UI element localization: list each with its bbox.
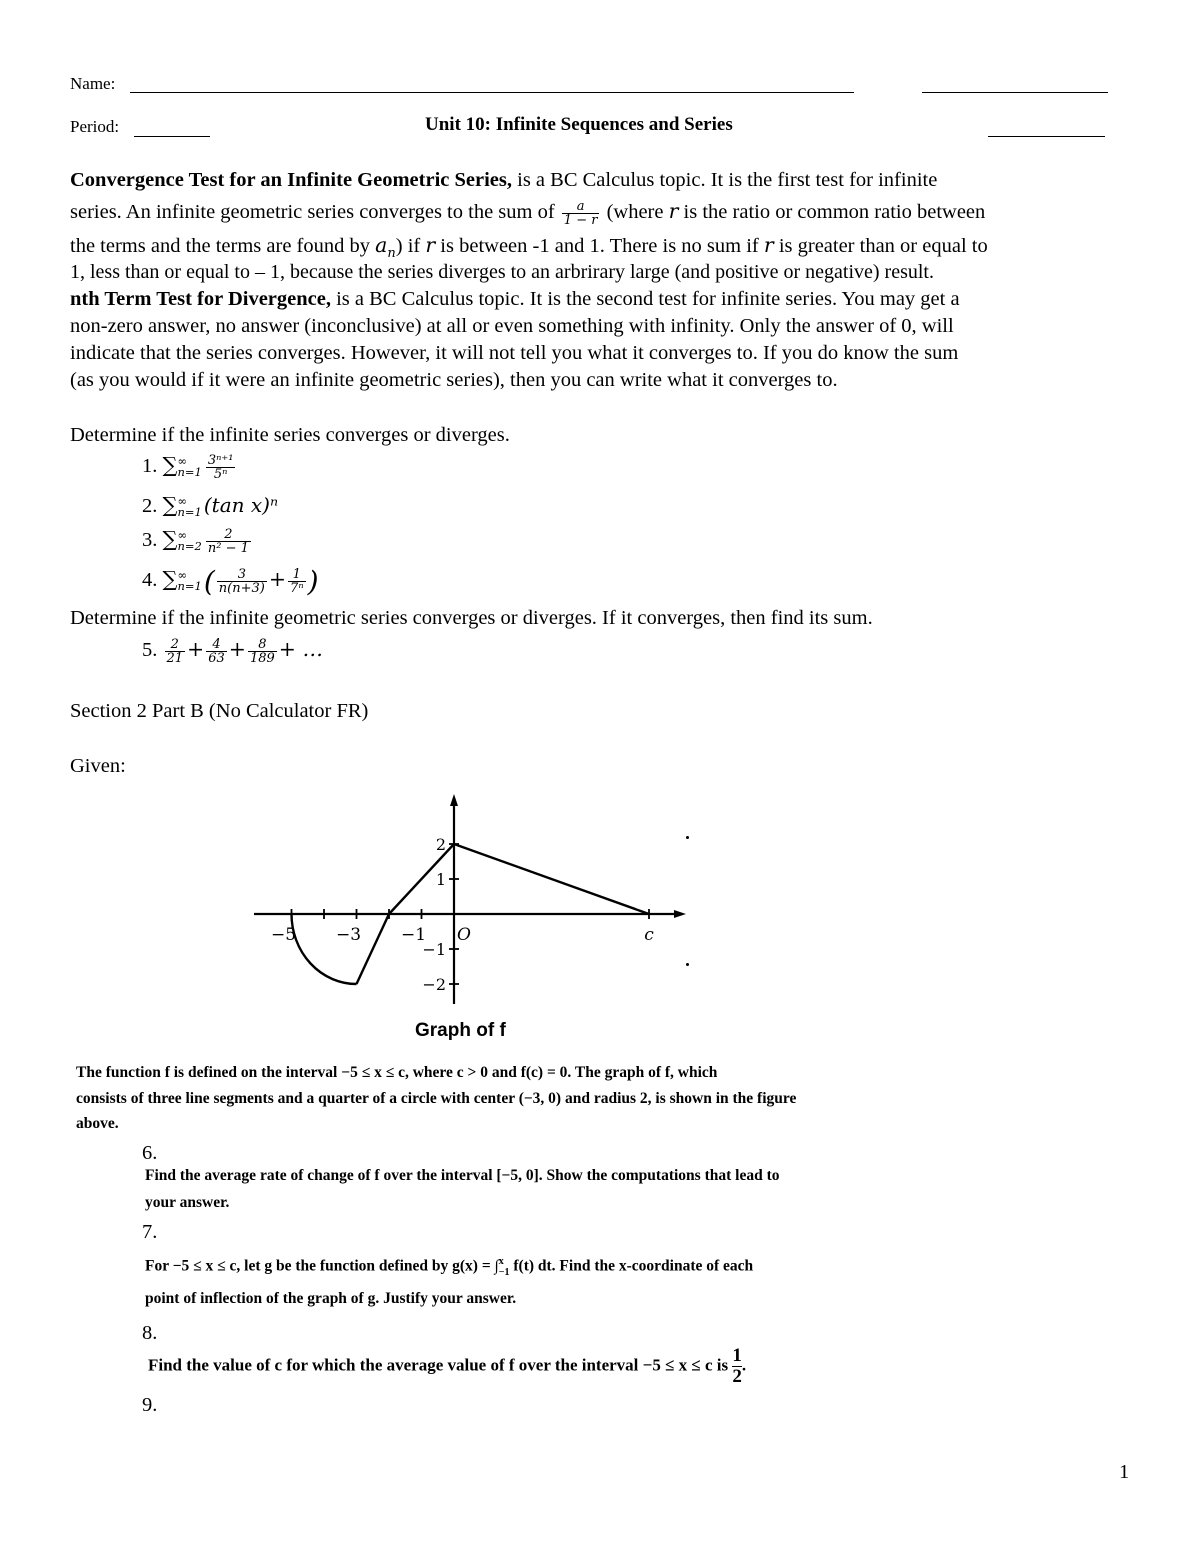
period-label: Period: bbox=[70, 117, 120, 136]
q9-number: 9. bbox=[142, 1394, 158, 1416]
problem-1 bbox=[142, 452, 237, 481]
series-tail: + … bbox=[278, 637, 323, 661]
integral-limits bbox=[499, 1256, 510, 1278]
nth-text-1: is a BC Calculus topic. It is the second test for infinite series. You may get a bbox=[330, 288, 960, 310]
q6-text-1: Find the average rate of change of f over the interval [−5, 0]. Show the computations that lead to bbox=[145, 1167, 780, 1184]
instruction-1: Determine if the infinite series converges or diverges. bbox=[70, 424, 510, 446]
nth-line-2: non-zero answer, no answer (inconclusive) at all or even something with infinity. Only the answer of 0, will bbox=[70, 315, 954, 337]
geo-sum-fraction bbox=[562, 200, 600, 227]
term-1 bbox=[165, 638, 186, 665]
plus-sign: + bbox=[268, 567, 287, 591]
x-tick-label: O bbox=[457, 925, 471, 945]
sum-limits bbox=[178, 496, 202, 518]
sum-limits bbox=[178, 570, 202, 592]
y-axis-arrow-icon bbox=[450, 794, 458, 806]
nth-heading: nth Term Test for Divergence, bbox=[70, 288, 331, 310]
q8-text-main: Find the value of c for which the average value of f over the interval −5 ≤ x ≤ c is bbox=[148, 1355, 733, 1375]
y-tick-label: −2 bbox=[422, 975, 446, 994]
period-line[interactable] bbox=[134, 136, 210, 137]
geo-text-3a: (where bbox=[601, 201, 669, 223]
frac-num: 1 bbox=[732, 1345, 742, 1366]
y-tick-label: 1 bbox=[435, 870, 446, 889]
description-line-1: The function f is defined on the interval −5 ≤ x ≤ c, where c > 0 and f(c) = 0. The graph of f, which bbox=[76, 1064, 718, 1081]
geo-frac-num: a bbox=[576, 198, 585, 214]
geo-text-4a: the terms and the terms are found by bbox=[70, 235, 376, 257]
frac-den: 7ⁿ bbox=[290, 580, 304, 596]
q8-period: . bbox=[741, 1355, 747, 1375]
q7-text-1b: f(t) dt. Find the x-coordinate of each bbox=[509, 1257, 754, 1275]
integral-lower: −1 bbox=[498, 1267, 510, 1278]
line-segment bbox=[357, 914, 390, 984]
geo-text-4c: is between -1 and 1. There is no sum if bbox=[435, 235, 764, 257]
problem-2-expression: (tan x)ⁿ bbox=[203, 493, 279, 517]
stray-dot bbox=[686, 836, 689, 839]
frac-num: 3ⁿ⁺¹ bbox=[207, 452, 234, 468]
q7-text-2: point of inflection of the graph of g. Justify your answer. bbox=[145, 1290, 517, 1307]
plus-sign: + bbox=[228, 637, 246, 661]
problem-1-number: 1. bbox=[142, 455, 158, 477]
frac-num: 8 bbox=[258, 636, 267, 652]
geo-text-3b: is the ratio or common ratio between bbox=[678, 201, 986, 223]
name-label: Name: bbox=[70, 74, 116, 93]
sigma-icon: ∑ bbox=[162, 453, 178, 477]
geo-heading: Convergence Test for an Infinite Geometric Series, bbox=[70, 169, 512, 191]
problem-5-number: 5. bbox=[142, 639, 158, 661]
geo-text-4b: ) if bbox=[395, 235, 426, 257]
y-tick-label: −1 bbox=[422, 940, 446, 959]
problem-2 bbox=[142, 492, 278, 520]
geo-r-2: r bbox=[425, 233, 436, 257]
problem-4 bbox=[142, 564, 319, 598]
frac-num: 2 bbox=[224, 526, 233, 542]
lower-limit: n=1 bbox=[177, 465, 202, 480]
frac-num: 1 bbox=[292, 566, 301, 582]
y-tick-label: 2 bbox=[435, 835, 446, 854]
upper-limit: ∞ bbox=[177, 454, 188, 469]
frac-den: 63 bbox=[208, 650, 225, 666]
problem-1-fraction bbox=[206, 454, 236, 481]
problem-4-fraction-2 bbox=[288, 568, 306, 595]
x-tick-label: −3 bbox=[335, 925, 362, 945]
x-tick-label: c bbox=[644, 925, 654, 945]
frac-den: 5ⁿ bbox=[206, 467, 236, 481]
frac-num: 3 bbox=[237, 566, 246, 582]
problem-4-fraction-1 bbox=[217, 568, 267, 595]
description-line-3: above. bbox=[76, 1115, 119, 1132]
geo-r-3: r bbox=[763, 233, 774, 257]
geo-line-1 bbox=[70, 167, 937, 194]
geo-r: r bbox=[668, 199, 679, 223]
frac-den: 2 bbox=[732, 1366, 742, 1387]
line-segment bbox=[454, 844, 649, 914]
lower-limit: n=1 bbox=[177, 579, 202, 594]
open-paren-icon: ( bbox=[203, 564, 215, 598]
name-line[interactable] bbox=[130, 92, 854, 93]
frac-num: 2 bbox=[170, 636, 179, 652]
geo-line-3 bbox=[70, 232, 988, 262]
frac-den: n(n+3) bbox=[218, 580, 265, 596]
section-2-heading: Section 2 Part B (No Calculator FR) bbox=[70, 700, 369, 722]
frac-den: n² − 1 bbox=[207, 540, 249, 556]
problem-3-number: 3. bbox=[142, 529, 158, 551]
geo-text-1: is a BC Calculus topic. It is the first test for infinite bbox=[512, 169, 938, 191]
geo-frac-den: 1 − r bbox=[563, 212, 598, 228]
q6-text-2: your answer. bbox=[145, 1194, 230, 1211]
nth-line-4: (as you would if it were an infinite geometric series), then you can write what it converges to. bbox=[70, 369, 838, 391]
problem-3-fraction bbox=[206, 528, 251, 555]
frac-num: 4 bbox=[212, 636, 221, 652]
q7-number: 7. bbox=[142, 1221, 158, 1243]
geo-line-4: 1, less than or equal to – 1, because the series diverges to an arbrirary large (and positive or negative) result. bbox=[70, 261, 934, 283]
term-2 bbox=[206, 638, 227, 665]
q7-text-1 bbox=[145, 1256, 753, 1278]
geo-line-2 bbox=[70, 198, 986, 228]
integral-upper: x bbox=[498, 1256, 504, 1267]
q6-number: 6. bbox=[142, 1142, 158, 1164]
problem-5 bbox=[142, 636, 323, 665]
problem-3 bbox=[142, 526, 253, 555]
close-paren-icon: ) bbox=[307, 564, 319, 598]
q8-number: 8. bbox=[142, 1322, 158, 1344]
blank-line-right[interactable] bbox=[988, 136, 1105, 137]
sum-limits bbox=[178, 530, 202, 552]
q7-text-1a: For −5 ≤ x ≤ c, let g be the function defined by g(x) = ∫ bbox=[145, 1257, 499, 1275]
problem-2-number: 2. bbox=[142, 495, 158, 517]
graph-of-f bbox=[240, 790, 700, 1050]
lower-limit: n=1 bbox=[177, 505, 202, 520]
geo-text-4d: is greater than or equal to bbox=[773, 235, 988, 257]
sum-limits bbox=[178, 456, 202, 478]
lower-limit: n=2 bbox=[177, 539, 202, 554]
geo-an-sub: n bbox=[387, 246, 396, 262]
x-tick-label: −1 bbox=[400, 925, 427, 945]
upper-limit: ∞ bbox=[177, 494, 188, 509]
stray-dot bbox=[686, 963, 689, 966]
page-title: Unit 10: Infinite Sequences and Series bbox=[425, 114, 733, 135]
x-tick-label: −5 bbox=[270, 925, 297, 945]
nth-line-3: indicate that the series converges. However, it will not tell you what it converges to. If you do know the sum bbox=[70, 342, 959, 364]
geo-an: a bbox=[375, 233, 388, 257]
instruction-2: Determine if the infinite geometric series converges or diverges. If it converges, then find its sum. bbox=[70, 607, 873, 629]
blank-line-top-right[interactable] bbox=[922, 92, 1108, 93]
plus-sign: + bbox=[187, 637, 205, 661]
upper-limit: ∞ bbox=[177, 568, 188, 583]
nth-line-1 bbox=[70, 286, 960, 313]
sigma-icon: ∑ bbox=[162, 527, 178, 551]
sigma-icon: ∑ bbox=[162, 493, 178, 517]
frac-den: 21 bbox=[166, 650, 184, 666]
frac-den: 189 bbox=[249, 650, 275, 666]
graph-caption: Graph of f bbox=[415, 1020, 506, 1041]
page-number: 1 bbox=[1119, 1461, 1130, 1483]
term-3 bbox=[248, 638, 277, 665]
q8-text bbox=[148, 1346, 746, 1387]
sigma-icon: ∑ bbox=[162, 567, 178, 591]
description-line-2: consists of three line segments and a quarter of a circle with center (−3, 0) and radius 2, is shown in the figure bbox=[76, 1090, 797, 1107]
given-label: Given: bbox=[70, 755, 126, 777]
upper-limit: ∞ bbox=[177, 528, 188, 543]
q8-fraction bbox=[732, 1346, 742, 1387]
geo-text-2: series. An infinite geometric series converges to the sum of bbox=[70, 201, 560, 223]
problem-4-number: 4. bbox=[142, 569, 158, 591]
x-axis-arrow-icon bbox=[674, 910, 686, 918]
